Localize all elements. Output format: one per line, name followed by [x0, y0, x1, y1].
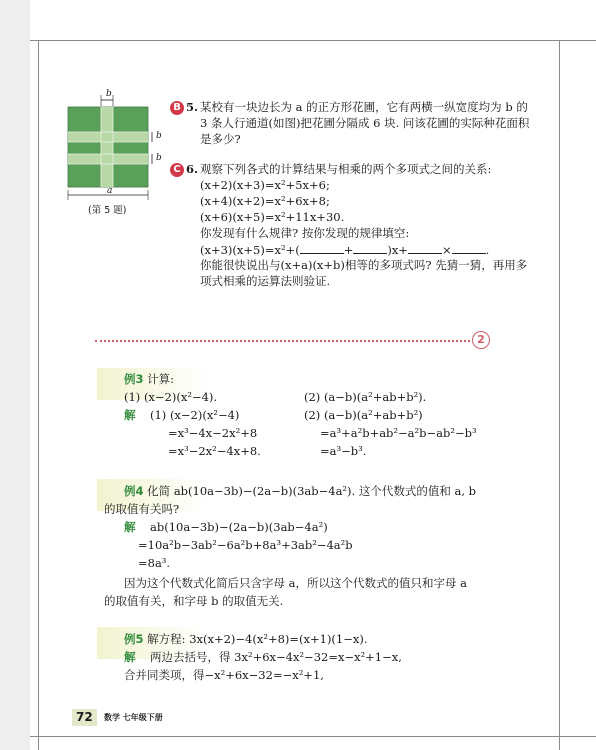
vertical-path: [101, 107, 113, 187]
example-5-line1: 解方程: 3x(x+2)−4(x²+8)=(x+1)(1−x).: [147, 632, 368, 646]
example-3-s2-l2: =a³+a²b+ab²−a²b−ab²−b³: [320, 426, 477, 440]
example-3-s1-l3: =x³−2x²−4x+8.: [168, 444, 261, 458]
problem-5-number: 5.: [186, 100, 199, 114]
fill-mid: )x+: [387, 243, 408, 257]
problem-6-line8: 项式相乘的运算法则验证.: [200, 274, 331, 288]
fig-label-right-b1: b: [156, 131, 162, 141]
example-4-s-l3: =8a³.: [138, 556, 171, 570]
fill-prefix: (x+3)(x+5)=x²+(: [200, 243, 300, 257]
book-title: 数学 七年级下册: [104, 713, 163, 722]
example-3-s1-l1: (1) (x−2)(x²−4): [150, 408, 240, 422]
fig-label-bottom-a: a: [107, 186, 113, 196]
example-5-label: 例5: [124, 632, 144, 646]
fig-label-top-b: b: [106, 89, 112, 99]
garden-figure: [60, 92, 170, 204]
problem-6-number: 6.: [186, 162, 199, 176]
example-3-label: 例3: [124, 372, 144, 386]
example-5-s-l1: 两边去括号，得 3x²+6x−4x²−32=x−x²+1−x,: [150, 650, 402, 664]
example-4-line1: 化简 ab(10a−3b)−(2a−b)(3ab−4a²). 这个代数式的值和 a, b: [147, 484, 477, 498]
example-3-s2-l3: =a³−b³.: [320, 444, 367, 458]
fill-blank-3[interactable]: [408, 242, 442, 254]
example-3-s1-l2: =x³−4x−2x²+8: [168, 426, 258, 440]
example-4-s-l2: =10a²b−3ab²−6a²b+8a³+3ab²−4a²b: [138, 538, 353, 552]
page-border-top: [30, 40, 596, 41]
example-5-heading: [124, 632, 368, 647]
example-3-solution-label: 解: [124, 408, 136, 422]
example-4-heading: [124, 484, 476, 499]
horizontal-path-1: [68, 132, 148, 142]
section-divider: [95, 340, 470, 342]
problem-6-line7: 你能很快说出与(x+a)(x+b)相等的多项式吗? 先猜一猜，再用多: [200, 258, 528, 272]
page-border-left: [38, 40, 39, 750]
problem-5-badge: B: [170, 101, 184, 115]
fill-plus: +: [343, 243, 354, 257]
example-4-label: 例4: [124, 484, 144, 498]
example-5-solution-label: 解: [124, 650, 136, 664]
example-4-conclusion-2: 的取值有关，和字母 b 的取值无关.: [104, 594, 284, 608]
example-5-s-l2: 合并同类项，得−x²+6x−32=−x²+1,: [124, 668, 324, 682]
fill-blank-4[interactable]: [452, 242, 486, 254]
problem-6-fill-line: [200, 242, 489, 258]
problem-5-line1: 某校有一块边长为 a 的正方形花圃，它有两横一纵宽度均为 b 的: [200, 100, 528, 114]
example-4-solution-label: 解: [124, 520, 136, 534]
problem-6-line1: 观察下列各式的计算结果与相乘的两个多项式之间的关系:: [200, 162, 492, 176]
example-4-s-l1: ab(10a−3b)−(2a−b)(3ab−4a²): [150, 520, 328, 534]
page-left-margin: [0, 0, 30, 750]
fill-end: .: [485, 243, 490, 257]
page-border-bottom: [30, 736, 596, 737]
problem-6-eq1: (x+2)(x+3)=x²+5x+6;: [200, 178, 330, 192]
horizontal-path-2: [68, 154, 148, 164]
example-3-q2: (2) (a−b)(a²+ab+b²).: [304, 390, 427, 404]
example-4-line2: 的取值有关吗?: [104, 502, 180, 516]
problem-5-line3: 是多少?: [200, 132, 241, 146]
problem-6-badge: C: [170, 163, 184, 177]
problem-6-eq2: (x+4)(x+2)=x²+6x+8;: [200, 194, 330, 208]
page-number: 72: [72, 709, 97, 726]
fill-times: ×: [441, 243, 452, 257]
example-3-heading: [124, 372, 174, 387]
example-3-q1: (1) (x−2)(x²−4).: [124, 390, 218, 404]
problem-6-eq3: (x+6)(x+5)=x²+11x+30.: [200, 210, 345, 224]
example-4-conclusion-1: 因为这个代数式化简后只含字母 a，所以这个代数式的值只和字母 a: [124, 576, 468, 590]
section-number-2: 2: [472, 331, 490, 349]
fill-blank-2[interactable]: [353, 242, 387, 254]
problem-6-line5: 你发现有什么规律? 按你发现的规律填空:: [200, 226, 410, 240]
problem-5-line2: 3 条人行通道(如图)把花圃分隔成 6 块. 问该花圃的实际种花面积: [200, 116, 530, 130]
fig-label-right-b2: b: [156, 153, 162, 163]
page-border-right: [559, 40, 560, 750]
figure-caption: (第 5 题): [88, 205, 127, 216]
example-3-prompt: 计算:: [147, 372, 175, 386]
fill-blank-1[interactable]: [300, 242, 344, 254]
example-3-s2-l1: (2) (a−b)(a²+ab+b²): [304, 408, 423, 422]
